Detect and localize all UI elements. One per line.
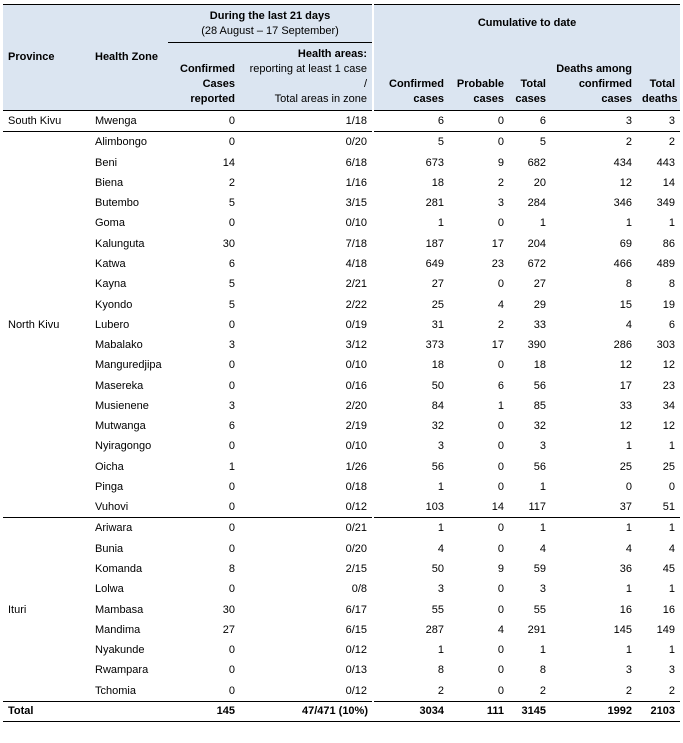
health-areas-cell: 2/21 [345,278,367,291]
probable-cases-cell: 0 [497,664,504,677]
health-zone-cell: Pinga [95,480,124,493]
total-health-areas: 47/471 (10%) [240,701,373,721]
probable-cases-cell: 0 [497,440,504,453]
total-row [3,701,680,721]
health-areas-cell: 1/26 [345,460,367,473]
total-cases-cell: 29 [533,298,546,311]
probable-cases-cell: 0 [497,684,504,697]
total-deaths-cell: 6 [668,318,676,331]
deaths-confirmed-cell: 1 [625,217,632,230]
total-cases-cell: 1 [539,217,546,230]
header-health-areas-l4: Total areas in zone [274,93,367,105]
total-confirmed-cases: 3034 [373,701,449,721]
health-areas-cell: 0/12 [345,684,367,697]
confirmed-cases-cell: 673 [373,153,449,173]
total-cases-cell: 1 [539,480,546,493]
confirmed-cases-cell: 1 [373,640,449,660]
province-cell: North Kivu [8,318,60,331]
total-cases-cell: 32 [533,420,546,433]
deaths-confirmed-cell: 15 [619,298,632,311]
cases-reported-cell: 30 [222,603,235,616]
table-row [3,213,680,233]
total-deaths-cell: 1 [668,583,676,596]
cases-reported-cell: 0 [228,522,235,535]
cases-reported-cell: 0 [228,684,235,697]
deaths-confirmed-cell: 434 [613,156,632,169]
confirmed-cases-cell: 6 [373,111,449,132]
health-areas-cell: 0/21 [345,522,367,535]
cases-reported-cell: 0 [228,115,235,128]
cases-reported-cell: 0 [228,542,235,555]
total-deaths-cell: 2 [668,684,676,697]
total-deaths-cell: 45 [662,562,676,575]
probable-cases-cell: 9 [497,156,504,169]
total-cases-cell: 56 [533,379,546,392]
health-zone-cell: Kayna [95,278,127,291]
probable-cases-cell: 0 [497,420,504,433]
total-cases-cell: 20 [533,176,546,189]
total-cases-cell: 390 [527,339,546,352]
health-areas-cell: 2/19 [345,420,367,433]
confirmed-cases-cell: 4 [373,539,449,559]
header-deaths-confirmed: Deaths among confirmed cases [551,43,637,111]
total-cases-cell: 5 [539,136,546,149]
cases-reported-cell: 1 [228,460,235,473]
health-areas-cell: 0/12 [345,501,367,514]
health-areas-cell: 2/20 [345,399,367,412]
table-row [3,274,680,294]
table-row [3,254,680,274]
cases-reported-cell: 14 [222,156,235,169]
province-group [3,111,680,132]
table-row [3,518,680,539]
total-deaths-cell: 443 [656,156,676,169]
health-areas-cell: 1/18 [345,115,367,128]
header-health-areas-l3: / [363,78,367,90]
health-zone-cell: Beni [95,156,118,169]
deaths-confirmed-cell: 8 [625,278,632,291]
confirmed-cases-cell: 50 [373,375,449,395]
confirmed-cases-cell: 187 [373,234,449,254]
cases-reported-cell: 3 [228,339,235,352]
total-deaths-cell: 25 [662,460,676,473]
health-zone-cell: Alimbongo [95,136,147,149]
cases-reported-cell: 6 [228,257,235,270]
deaths-confirmed-cell: 2 [625,136,632,149]
health-zone-cell: Bunia [95,542,124,555]
probable-cases-cell: 0 [497,115,504,128]
total-deaths-cell: 1 [668,440,676,453]
total-cases-cell: 6 [539,115,546,128]
probable-cases-cell: 6 [497,379,504,392]
total-deaths-cell: 12 [662,359,676,372]
health-zone-cell: Musienene [95,399,149,412]
deaths-confirmed-cell: 25 [619,460,632,473]
confirmed-cases-cell: 103 [373,497,449,518]
cases-reported-cell: 2 [228,176,235,189]
confirmed-cases-cell: 84 [373,396,449,416]
deaths-confirmed-cell: 33 [619,399,632,412]
total-cases-cell: 672 [527,257,546,270]
header-confirmed-reported: Confirmed Cases reported [168,43,240,111]
deaths-confirmed-cell: 346 [613,197,632,210]
deaths-confirmed-cell: 36 [619,562,632,575]
header-period-title: During the last 21 days [209,9,331,22]
probable-cases-cell: 23 [491,257,504,270]
health-zone-cell: Nyiragongo [95,440,152,453]
deaths-confirmed-cell: 3 [625,664,632,677]
confirmed-cases-cell: 1 [373,213,449,233]
probable-cases-cell: 4 [497,623,504,636]
cases-reported-cell: 0 [228,136,235,149]
total-probable-cases: 111 [449,701,509,721]
table-row [3,680,680,701]
confirmed-cases-cell: 3 [373,579,449,599]
health-areas-cell: 0/20 [345,542,367,555]
total-total-cases: 3145 [509,701,551,721]
cases-reported-cell: 5 [228,298,235,311]
confirmed-cases-cell: 5 [373,132,449,153]
total-cases-cell: 291 [527,623,546,636]
health-zone-cell: Mandima [95,623,141,636]
health-zone-cell: Komanda [95,562,143,575]
confirmed-cases-cell: 56 [373,457,449,477]
probable-cases-cell: 9 [497,562,504,575]
cases-reported-cell: 0 [228,440,235,453]
deaths-confirmed-cell: 4 [625,318,632,331]
health-zone-cell: Manguredjipa [95,359,162,372]
health-zone-cell: Goma [95,217,125,230]
health-areas-cell: 0/8 [351,583,367,596]
table-row [3,193,680,213]
cases-reported-cell: 0 [228,318,235,331]
health-areas-cell: 2/22 [345,298,367,311]
cases-reported-cell: 0 [228,583,235,596]
health-areas-cell: 0/18 [345,480,367,493]
deaths-confirmed-cell: 4 [625,542,632,555]
total-cases-cell: 33 [533,318,546,331]
confirmed-cases-cell: 1 [373,477,449,497]
health-areas-cell: 0/16 [345,379,367,392]
total-cases-cell: 3 [539,583,546,596]
deaths-confirmed-cell: 12 [619,176,632,189]
health-areas-cell: 6/15 [345,623,367,636]
health-zone-cell: Biena [95,176,124,189]
confirmed-cases-cell: 31 [373,315,449,335]
probable-cases-cell: 0 [497,542,504,555]
deaths-confirmed-cell: 1 [625,522,632,535]
probable-cases-cell: 1 [497,399,504,412]
total-deaths-cell: 0 [668,480,676,493]
confirmed-cases-cell: 50 [373,559,449,579]
deaths-confirmed-cell: 145 [613,623,632,636]
health-zone-cell: Nyakunde [95,644,145,657]
table-row [3,436,680,456]
probable-cases-cell: 0 [497,136,504,149]
probable-cases-cell: 4 [497,298,504,311]
table-row [3,234,680,254]
probable-cases-cell: 0 [497,359,504,372]
table-row [3,599,680,619]
deaths-confirmed-cell: 12 [619,359,632,372]
deaths-confirmed-cell: 1 [625,583,632,596]
table-row [3,457,680,477]
table-row [3,294,680,314]
cases-reported-cell: 5 [228,278,235,291]
cases-reported-cell: 0 [228,644,235,657]
health-zone-cell: Mwenga [95,115,137,128]
health-areas-cell: 0/10 [345,440,367,453]
deaths-confirmed-cell: 1 [625,644,632,657]
total-cases-cell: 4 [539,542,546,555]
probable-cases-cell: 3 [497,197,504,210]
health-zone-cell: Rwampara [95,664,149,677]
case-summary-table-container [3,4,680,722]
cases-reported-cell: 5 [228,197,235,210]
cases-reported-cell: 3 [228,399,235,412]
table-row [3,315,680,335]
header-probable-cases: Probable cases [449,43,509,111]
total-deaths-cell: 4 [668,542,676,555]
health-areas-cell: 0/10 [345,217,367,230]
health-areas-cell: 0/19 [345,318,367,331]
cases-reported-cell: 8 [228,562,235,575]
table-row [3,477,680,497]
health-areas-cell: 2/15 [345,562,367,575]
probable-cases-cell: 0 [497,217,504,230]
table-row [3,335,680,355]
total-cases-cell: 27 [533,278,546,291]
total-deaths-cell: 3 [668,664,676,677]
total-deaths-cell: 3 [668,115,676,128]
header-province: Province [3,5,90,111]
health-areas-cell: 7/18 [345,237,367,250]
health-zone-cell: Kyondo [95,298,133,311]
health-areas-cell: 3/12 [345,339,367,352]
probable-cases-cell: 14 [491,501,504,514]
probable-cases-cell: 0 [497,644,504,657]
cases-reported-cell: 27 [222,623,235,636]
header-confirmed-cases: Confirmed cases [373,43,449,111]
confirmed-cases-cell: 3 [373,436,449,456]
probable-cases-cell: 0 [497,480,504,493]
total-deaths-cell: 1 [668,644,676,657]
confirmed-cases-cell: 649 [373,254,449,274]
total-deaths-cell: 303 [656,339,676,352]
probable-cases-cell: 2 [497,318,504,331]
header-total-deaths: Total deaths [637,43,680,111]
table-row [3,579,680,599]
total-cases-cell: 59 [533,562,546,575]
table-row [3,132,680,153]
total-cases-cell: 3 [539,440,546,453]
table-header [3,5,680,111]
health-areas-cell: 0/20 [345,136,367,149]
confirmed-cases-cell: 2 [373,680,449,701]
cases-reported-cell: 0 [228,217,235,230]
confirmed-cases-cell: 281 [373,193,449,213]
confirmed-cases-cell: 373 [373,335,449,355]
total-label: Total [3,701,90,721]
cases-reported-cell: 30 [222,237,235,250]
table-row [3,620,680,640]
table-footer [3,701,680,721]
probable-cases-cell: 0 [497,603,504,616]
total-deaths-cell: 14 [662,176,676,189]
health-areas-cell: 0/13 [345,664,367,677]
health-zone-cell: Tchomia [95,684,136,697]
header-total-cases: Total cases [509,43,551,111]
total-deaths-cell: 34 [662,399,676,412]
probable-cases-cell: 0 [497,278,504,291]
table-row [3,355,680,375]
header-period [168,5,373,43]
total-deaths-cell: 86 [662,237,676,250]
deaths-confirmed-cell: 2 [625,684,632,697]
confirmed-cases-cell: 1 [373,518,449,539]
total-cases-cell: 682 [527,156,546,169]
confirmed-cases-cell: 55 [373,599,449,619]
total-cases-cell: 1 [539,644,546,657]
table-row [3,111,680,132]
cases-reported-cell: 0 [228,480,235,493]
total-deaths-cell: 1 [668,217,676,230]
health-areas-cell: 4/18 [345,257,367,270]
province-cell: South Kivu [8,115,62,128]
header-health-zone: Health Zone [90,5,168,111]
total-deaths-cell: 2 [668,136,676,149]
confirmed-cases-cell: 18 [373,355,449,375]
table-row [3,559,680,579]
confirmed-cases-cell: 25 [373,294,449,314]
health-areas-cell: 0/10 [345,359,367,372]
cases-reported-cell: 0 [228,359,235,372]
confirmed-cases-cell: 287 [373,620,449,640]
case-summary-table [3,4,680,722]
deaths-confirmed-cell: 69 [619,237,632,250]
health-zone-cell: Kalunguta [95,237,145,250]
deaths-confirmed-cell: 17 [619,379,632,392]
deaths-confirmed-cell: 12 [619,420,632,433]
total-cases-cell: 55 [533,603,546,616]
deaths-confirmed-cell: 1 [625,440,632,453]
health-zone-cell: Vuhovi [95,501,129,514]
header-health-areas-l1: Health areas: [297,48,367,60]
deaths-confirmed-cell: 286 [613,339,632,352]
total-deaths-cell: 19 [662,298,676,311]
deaths-confirmed-cell: 37 [619,501,632,514]
total-cases-cell: 117 [528,501,546,514]
total-deaths-cell: 12 [662,420,676,433]
total-cases-cell: 18 [533,359,546,372]
total-deaths-cell: 149 [656,623,676,636]
header-health-areas [240,43,373,111]
table-row [3,416,680,436]
confirmed-cases-cell: 18 [373,173,449,193]
health-areas-cell: 0/12 [345,644,367,657]
total-deaths-cell: 16 [662,603,676,616]
probable-cases-cell: 2 [497,176,504,189]
table-row [3,640,680,660]
health-zone-cell: Mabalako [95,339,143,352]
total-total-deaths: 2103 [637,701,680,721]
total-cases-cell: 2 [539,684,546,697]
total-cases-cell: 284 [527,197,546,210]
total-cases-cell: 1 [539,522,546,535]
health-areas-cell: 1/16 [345,176,367,189]
table-row [3,173,680,193]
cases-reported-cell: 0 [228,664,235,677]
health-zone-cell: Butembo [95,197,140,210]
deaths-confirmed-cell: 466 [613,257,632,270]
cases-reported-cell: 6 [228,420,235,433]
province-cell: Ituri [8,603,27,616]
probable-cases-cell: 17 [491,237,504,250]
total-deaths-cell: 1 [668,522,676,535]
total-deaths-cell: 489 [656,257,676,270]
table-row [3,539,680,559]
province-group [3,132,680,518]
probable-cases-cell: 0 [497,522,504,535]
header-health-areas-l2: reporting at least 1 case [249,63,367,75]
health-areas-cell: 6/18 [345,156,367,169]
cases-reported-cell: 0 [228,379,235,392]
health-areas-cell: 3/15 [345,197,367,210]
health-zone-cell: Katwa [95,257,126,270]
province-group [3,518,680,701]
total-deaths-cell: 8 [668,278,676,291]
deaths-confirmed-cell: 16 [619,603,632,616]
probable-cases-cell: 0 [497,583,504,596]
total-deaths-cell: 51 [662,501,676,514]
cases-reported-cell: 0 [228,501,235,514]
probable-cases-cell: 0 [497,460,504,473]
health-zone-cell: Oicha [95,460,124,473]
health-zone-cell: Ariwara [95,522,133,535]
health-zone-cell: Lolwa [95,583,124,596]
table-row [3,153,680,173]
confirmed-cases-cell: 8 [373,660,449,680]
deaths-confirmed-cell: 0 [625,480,632,493]
total-deaths-cell: 23 [662,379,676,392]
health-zone-cell: Mambasa [95,603,144,616]
total-deaths-cell: 349 [656,197,676,210]
health-areas-cell: 6/17 [345,603,367,616]
deaths-confirmed-cell: 3 [625,115,632,128]
probable-cases-cell: 17 [491,339,504,352]
total-cases-cell: 8 [539,664,546,677]
health-zone-cell: Mutwanga [95,420,146,433]
table-row [3,497,680,518]
health-zone-cell: Lubero [95,318,130,331]
confirmed-cases-cell: 32 [373,416,449,436]
table-row [3,396,680,416]
health-zone-cell: Masereka [95,379,144,392]
total-deaths-confirmed: 1992 [551,701,637,721]
confirmed-cases-cell: 27 [373,274,449,294]
total-cases-cell: 85 [533,399,546,412]
total-cases-cell: 56 [533,460,546,473]
header-period-dates: (28 August – 17 September) [201,24,339,37]
header-cumulative: Cumulative to date [373,5,680,43]
table-row [3,375,680,395]
total-cases-cell: 204 [527,237,546,250]
table-row [3,660,680,680]
total-confirmed-reported: 145 [168,701,240,721]
